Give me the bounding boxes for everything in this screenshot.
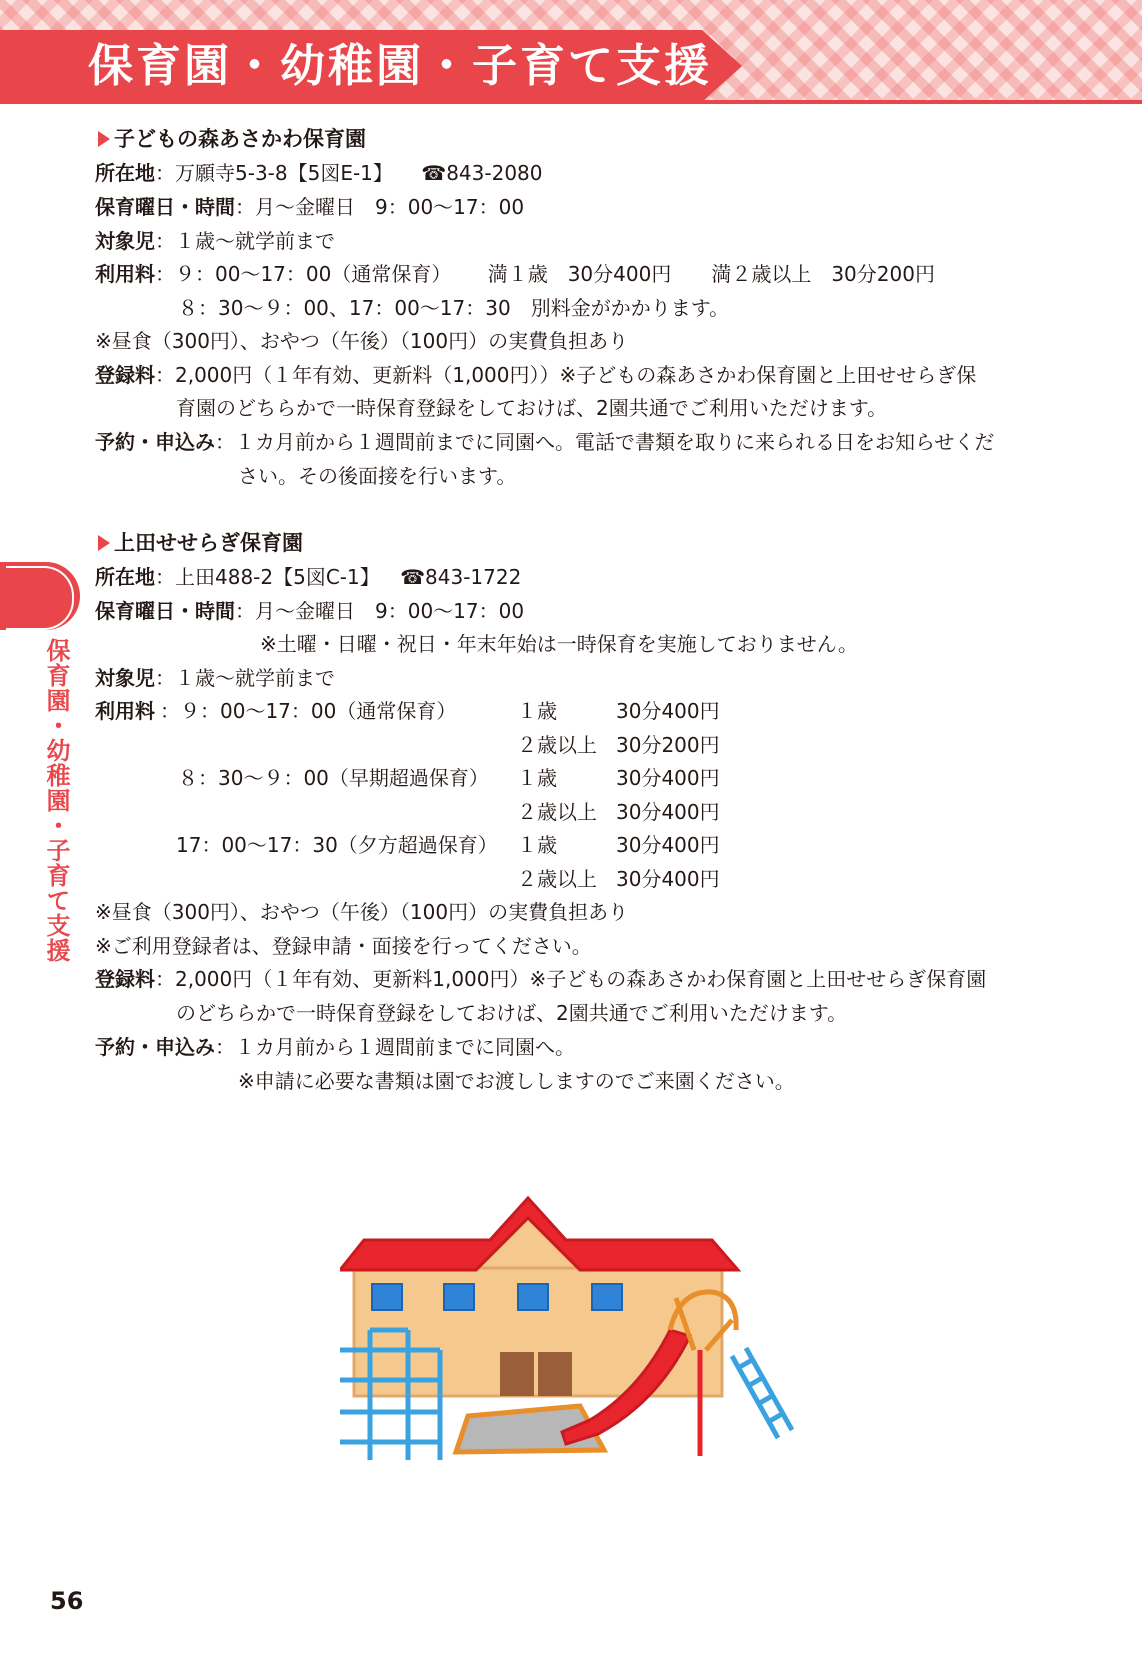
facility2-apply-line2: ※申請に必要な書類は園でお渡ししますのでご来園ください。 [238,1069,795,1093]
facility1-fee-label: 利用料 [95,262,155,286]
page-title: 保育園・幼稚園・子育て支援 [88,39,713,92]
fee-row-age: １歳 [517,766,557,790]
fee-row-age: ２歳以上 [517,733,597,757]
facility1-name: 子どもの森あさかわ保育園 [114,127,366,151]
phone-icon: ☎ [400,565,426,589]
facility2-target: ：１歳～就学前まで [155,666,335,690]
fee-row-age: １歳 [517,699,557,723]
facility2-target-label: 対象児 [95,666,155,690]
facility2-target-row [95,663,335,693]
facility1-apply-label: 予約・申込み [95,430,215,454]
facility1-fee-line1: ：９：00～17：00（通常保育） 満１歳 30分400円 満２歳以上 30分200円 [155,262,935,286]
facility1-address-label: 所在地 [95,161,155,185]
fee-row-age: ２歳以上 [517,867,597,891]
fee-row-price: 30分400円 [616,833,720,857]
facility1-registration-line2: 育園のどちらかで一時保育登録をしておけば、2園共通でご利用いただけます。 [176,396,888,420]
facility1-target-row [95,226,335,256]
fee-row-age: １歳 [517,833,557,857]
facility1-registration-row [95,360,976,390]
facility1-apply-line1: ：１カ月前から１週間前までに同園へ。電話で書類を取りに来られる日をお知らせくだ [215,430,995,454]
fee-row-price: 30分400円 [616,699,720,723]
facility2-heading [98,528,303,558]
facility2-apply-label: 予約・申込み [95,1035,215,1059]
facility2-address-row [95,562,521,592]
facility1-hours-row [95,192,524,222]
facility2-registration-line1: ：2,000円（１年有効、更新料1,000円）※子どもの森あさかわ保育園と上田せせらぎ保育園 [155,967,987,991]
fee-row-time: ：９：00～17：00（通常保育） [160,699,457,723]
facility2-phone: 843-1722 [425,565,522,589]
facility1-fee-row [95,259,935,289]
facility2-apply-row [95,1032,575,1062]
fee-row-time: 17：00～17：30（夕方超過保育） [176,833,498,857]
facility1-phone: 843-2080 [446,161,543,185]
facility2-address-label: 所在地 [95,565,155,589]
facility1-address-row [95,158,543,188]
fee-row-price: 30分400円 [616,766,720,790]
header-divider [0,100,1142,104]
side-tab-label: 保育園・幼稚園・子育て支援 [42,638,70,963]
facility1-target-label: 対象児 [95,229,155,253]
fee-row-price: 30分400円 [616,800,720,824]
facility1-target: ：１歳～就学前まで [155,229,335,253]
phone-icon: ☎ [421,161,447,185]
fee-row-age: ２歳以上 [517,800,597,824]
facility2-hours-note: ※土曜・日曜・祝日・年末年始は一時保育を実施しておりません。 [260,632,858,656]
facility2-registration-label: 登録料 [95,967,155,991]
facility1-hours: ：月～金曜日 9：00～17：00 [235,195,525,219]
facility1-apply-row [95,427,994,457]
fee-row-time: ８：30～９：00（早期超過保育） [178,766,489,790]
triangle-bullet-icon [98,131,110,147]
fee-row-price: 30分200円 [616,733,720,757]
facility2-fee-label: 利用料 [95,699,155,723]
fee-row-price: 30分400円 [616,867,720,891]
facility1-hours-label: 保育曜日・時間 [95,195,235,219]
nursery-school-playground-icon [340,1180,840,1540]
side-tab-ring [6,566,74,630]
facility2-hours-row [95,596,524,626]
facility1-address: ：万願寺5-3-8【5図E-1】 [155,161,393,185]
facility2-registration-row [95,964,986,994]
facility2-apply-line1: ：１カ月前から１週間前までに同園へ。 [215,1035,575,1059]
facility1-meal-note: ※昼食（300円）、おやつ（午後）（100円）の実費負担あり [95,329,629,353]
facility1-apply-line2: さい。その後面接を行います。 [238,464,517,488]
facility1-fee-line2: ８：30～９：00、17：00～17：30 別料金がかかります。 [178,296,730,320]
facility2-register-note: ※ご利用登録者は、登録申請・面接を行ってください。 [95,934,592,958]
facility1-heading [98,124,366,154]
triangle-bullet-icon [98,535,110,551]
facility1-registration-label: 登録料 [95,363,155,387]
facility2-hours: ：月～金曜日 9：00～17：00 [235,599,525,623]
facility2-address: ：上田488-2【5図C-1】 [155,565,380,589]
facility1-registration-line1: ：2,000円（１年有効、更新料（1,000円））※子どもの森あさかわ保育園と上田せせらぎ保 [155,363,977,387]
facility2-hours-label: 保育曜日・時間 [95,599,235,623]
facility2-meal-note: ※昼食（300円）、おやつ（午後）（100円）の実費負担あり [95,900,629,924]
facility2-name: 上田せせらぎ保育園 [114,531,303,555]
facility2-registration-line2: のどちらかで一時保育登録をしておけば、2園共通でご利用いただけます。 [176,1001,848,1025]
page-number: 56 [50,1587,84,1615]
